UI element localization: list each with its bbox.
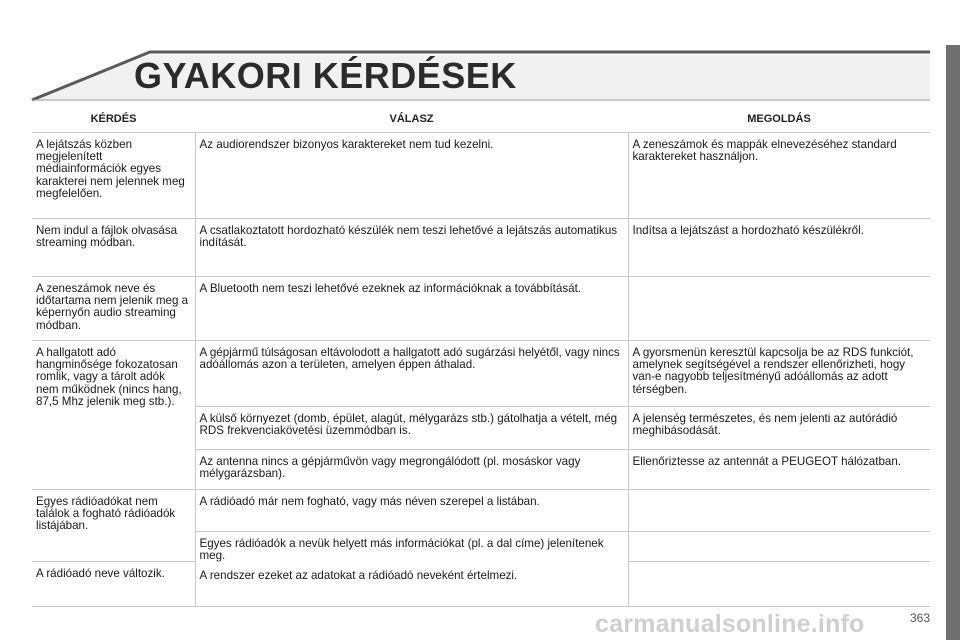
answer-cell: Az antenna nincs a gépjárművön vagy megrongálódott (pl. mosáskor vagy mélygarázsban). bbox=[195, 450, 628, 490]
solution-cell bbox=[628, 562, 930, 607]
solution-cell: Indítsa a lejátszást a hordozható készülékről. bbox=[628, 219, 930, 277]
faq-table bbox=[32, 106, 930, 607]
solution-cell: Ellenőriztesse az antennát a PEUGEOT hálózatban. bbox=[628, 450, 930, 490]
answer-cell: A külső környezet (domb, épület, alagút, mélygarázs stb.) gátolhatja a vételt, még RDS frekvenciakövetési üzemmódban is. bbox=[195, 407, 628, 450]
answer-cell: A gépjármű túlságosan eltávolodott a hallgatott adó sugárzási helyétől, vagy nincs adóállomás azon a területen, amelyen éppen áthalad. bbox=[195, 341, 628, 407]
table-row bbox=[32, 341, 930, 407]
solution-cell: A gyorsmenün keresztül kapcsolja be az RDS funkciót, amelynek segítségével a rendszer ellenőrizheti, hogy van-e nagyobb teljesítményű adóállomás az adott térségben. bbox=[628, 341, 930, 407]
question-cell: Egyes rádióadókat nem találok a fogható rádióadók listájában. bbox=[32, 490, 195, 562]
solution-cell bbox=[628, 490, 930, 532]
header-solution: MEGOLDÁS bbox=[628, 106, 930, 133]
answer-cell: A Bluetooth nem teszi lehetővé ezeknek az információknak a továbbítását. bbox=[195, 277, 628, 341]
watermark: carmanualsonline.info bbox=[595, 610, 865, 638]
table-row bbox=[32, 133, 930, 219]
table-header-row bbox=[32, 106, 930, 133]
question-cell: A zeneszámok neve és időtartama nem jelenik meg a képernyőn audio streaming módban. bbox=[32, 277, 195, 341]
answer-text: Egyes rádióadók a nevük helyett más információkat (pl. a dal címe) jelenítenek meg. bbox=[199, 537, 604, 563]
solution-cell bbox=[628, 277, 930, 341]
question-cell: A hallgatott adó hangminősége fokozatosan romlik, vagy a tárolt adók nem működnek (nincs hang, 87,5 Mhz jelenik meg stb.). bbox=[32, 341, 195, 490]
question-cell: A lejátszás közben megjelenített médiainformációk egyes karakterei nem jelennek meg megfelelően. bbox=[32, 133, 195, 219]
table-row bbox=[32, 490, 930, 532]
table-row bbox=[32, 219, 930, 277]
answer-cell: A rádióadó már nem fogható, vagy más néven szerepel a listában. bbox=[195, 490, 628, 532]
page-number: 363 bbox=[909, 611, 930, 625]
answer-text: A rendszer ezeket az adatokat a rádióadó neveként értelmezi. bbox=[199, 569, 518, 583]
header-answer: VÁLASZ bbox=[195, 106, 628, 133]
side-tab-bar bbox=[946, 45, 960, 640]
header-question: KÉRDÉS bbox=[32, 106, 195, 133]
solution-cell: A zeneszámok és mappák elnevezéséhez standard karaktereket használjon. bbox=[628, 133, 930, 219]
question-cell: Nem indul a fájlok olvasása streaming módban. bbox=[32, 219, 195, 277]
solution-cell: A jelenség természetes, és nem jelenti az autórádió meghibásodását. bbox=[628, 407, 930, 450]
answer-cell: Az audiorendszer bizonyos karaktereket nem tud kezelni. bbox=[195, 133, 628, 219]
table-row bbox=[32, 277, 930, 341]
page-title: GYAKORI KÉRDÉSEK bbox=[134, 55, 517, 96]
solution-cell bbox=[628, 532, 930, 562]
question-cell: A rádióadó neve változik. bbox=[32, 562, 195, 607]
answer-cell: A csatlakoztatott hordozható készülék nem teszi lehetővé a lejátszás automatikus indítását. bbox=[195, 219, 628, 277]
answer-cell bbox=[195, 532, 628, 607]
